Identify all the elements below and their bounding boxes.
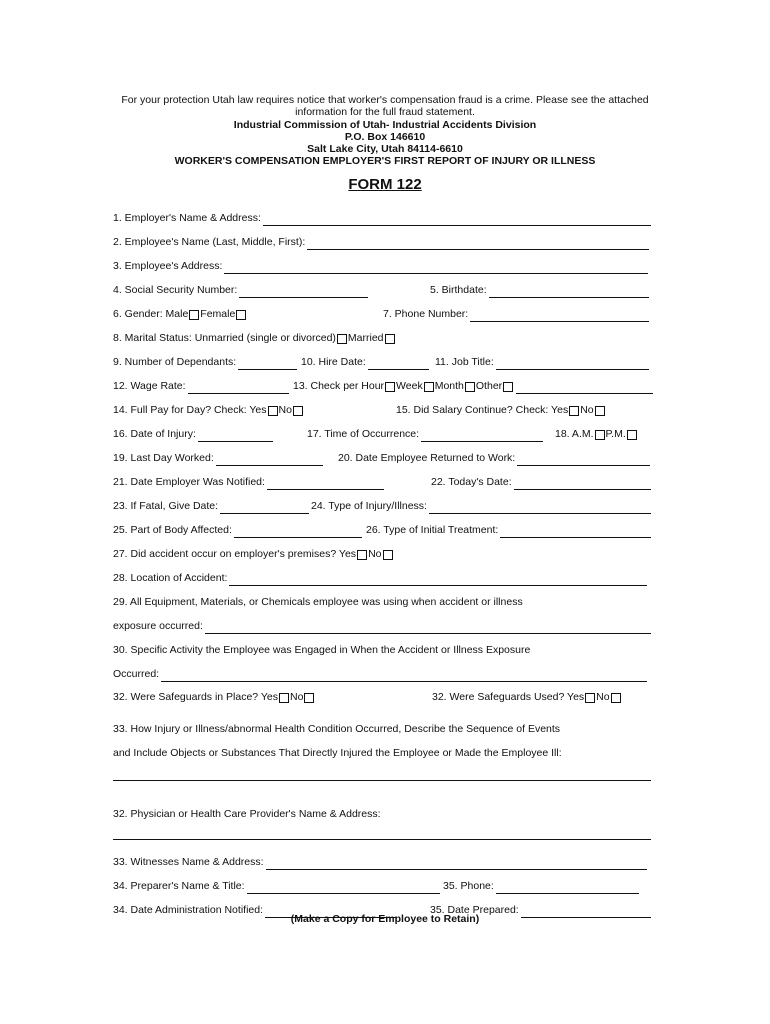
occurrence-time-field[interactable]: [421, 430, 543, 442]
fraud-notice-line2: information for the full fraud statement.: [295, 106, 475, 119]
accident-location-label: 28. Location of Accident:: [113, 572, 228, 584]
safeguards-used-no-label: No: [596, 691, 610, 703]
birthdate-field[interactable]: [489, 286, 649, 298]
unmarried-checkbox[interactable]: [337, 334, 347, 344]
dependants-field[interactable]: [238, 358, 297, 370]
field-row-employee-name: [113, 234, 653, 250]
todays-date-field[interactable]: [514, 478, 651, 490]
safeguards-place-no-label: No: [290, 691, 304, 703]
physician-field[interactable]: [113, 839, 651, 840]
employer-notified-label: 21. Date Employer Was Notified:: [113, 476, 265, 488]
fatal-date-field[interactable]: [220, 502, 309, 514]
marital-status-label: 8. Marital Status: Unmarried (single or divorced): [113, 332, 336, 344]
gender-female-checkbox[interactable]: [236, 310, 246, 320]
fraud-notice-line1: For your protection Utah law requires notice that worker's compensation fraud is a crime. Please see the attached: [121, 94, 649, 106]
activity-label: 30. Specific Activity the Employee was Engaged in When the Accident or Illness Exposure: [113, 644, 531, 656]
wage-rate-field[interactable]: [188, 382, 289, 394]
gender-male-checkbox[interactable]: [189, 310, 199, 320]
gender-label: 6. Gender: Male: [113, 308, 189, 320]
returned-to-work-field[interactable]: [517, 454, 650, 466]
how-occurred-label: 33. How Injury or Illness/abnormal Health Condition Occurred, Describe the Sequence of Events: [113, 723, 561, 735]
month-label: Month: [434, 380, 464, 392]
last-day-worked-label: 19. Last Day Worked:: [113, 452, 214, 464]
equipment-label: 29. All Equipment, Materials, or Chemicals employee was using when accident or illness: [113, 596, 523, 608]
city-address: Salt Lake City, Utah 84114-6610: [307, 143, 463, 156]
body-part-field[interactable]: [234, 526, 362, 538]
premises-no-label: No: [368, 548, 382, 560]
birthdate-label: 5. Birthdate:: [430, 284, 487, 296]
activity-occurred-label: Occurred:: [113, 668, 160, 680]
date-prepared-label: 35. Date Prepared:: [430, 904, 519, 916]
objects-substances-label: and Include Objects or Substances That Directly Injured the Employee or Made the Employee Ill:: [113, 747, 562, 759]
field-row-last-day-returned: [113, 450, 653, 466]
full-pay-label: 14. Full Pay for Day? Check: Yes: [113, 404, 267, 416]
field-row-how-occurred-2: [113, 745, 653, 761]
employer-name-label: 1. Employer's Name & Address:: [113, 212, 261, 224]
activity-field[interactable]: [161, 670, 647, 682]
po-box: P.O. Box 146610: [344, 130, 426, 143]
other-checkbox[interactable]: [503, 382, 513, 392]
other-wage-field[interactable]: [516, 382, 653, 394]
week-label: Week: [396, 380, 423, 392]
safeguards-place-yes-checkbox[interactable]: [279, 693, 289, 703]
injury-type-field[interactable]: [429, 502, 651, 514]
injury-date-field[interactable]: [198, 430, 273, 442]
how-occurred-field[interactable]: [113, 780, 651, 781]
safeguards-used-no-checkbox[interactable]: [611, 693, 621, 703]
full-pay-no-checkbox[interactable]: [293, 406, 303, 416]
copy-notice: (Make a Copy for Employee to Retain): [290, 913, 480, 925]
equipment-field[interactable]: [205, 622, 651, 634]
ssn-label: 4. Social Security Number:: [113, 284, 238, 296]
preparer-field[interactable]: [247, 882, 440, 894]
job-title-field[interactable]: [496, 358, 649, 370]
field-row-witnesses: [113, 854, 653, 870]
organization-name: Industrial Commission of Utah- Industrial Accidents Division: [233, 118, 537, 131]
salary-continue-no-checkbox[interactable]: [595, 406, 605, 416]
salary-continue-yes-checkbox[interactable]: [569, 406, 579, 416]
hire-date-field[interactable]: [368, 358, 429, 370]
field-row-how-occurred-1: [113, 721, 653, 737]
field-row-gender-phone: [113, 306, 653, 322]
last-day-worked-field[interactable]: [216, 454, 323, 466]
accident-location-field[interactable]: [229, 574, 647, 586]
field-row-preparer: [113, 878, 653, 894]
per-hour-checkbox[interactable]: [385, 382, 395, 392]
phone-label: 7. Phone Number:: [383, 308, 469, 320]
preparer-phone-label: 35. Phone:: [443, 880, 494, 892]
field-row-injury-time: [113, 426, 653, 442]
married-label: Married: [347, 332, 384, 344]
full-pay-no-label: No: [278, 404, 292, 416]
field-row-ssn-birthdate: [113, 282, 653, 298]
gender-female-label: Female: [200, 308, 236, 320]
employee-name-label: 2. Employee's Name (Last, Middle, First):: [113, 236, 306, 248]
field-row-physician: [113, 806, 653, 822]
am-checkbox[interactable]: [595, 430, 605, 440]
initial-treatment-field[interactable]: [500, 526, 651, 538]
employee-address-field[interactable]: [224, 262, 648, 274]
injury-type-label: 24. Type of Injury/Illness:: [311, 500, 427, 512]
phone-field[interactable]: [470, 310, 649, 322]
ssn-field[interactable]: [239, 286, 368, 298]
returned-to-work-label: 20. Date Employee Returned to Work:: [338, 452, 516, 464]
form-title: FORM 122: [348, 176, 422, 193]
field-row-equipment-2: [113, 618, 653, 634]
premises-label: 27. Did accident occur on employer's premises? Yes: [113, 548, 357, 560]
injury-date-label: 16. Date of Injury:: [113, 428, 196, 440]
todays-date-label: 22. Today's Date:: [431, 476, 512, 488]
employer-notified-field[interactable]: [267, 478, 384, 490]
employer-name-field[interactable]: [263, 214, 651, 226]
body-part-label: 25. Part of Body Affected:: [113, 524, 232, 536]
field-row-safeguards: [113, 689, 653, 705]
hire-date-label: 10. Hire Date:: [301, 356, 366, 368]
field-row-marital-status: [113, 330, 653, 346]
occurrence-time-label: 17. Time of Occurrence:: [307, 428, 420, 440]
preparer-phone-field[interactable]: [496, 882, 639, 894]
admin-notified-label: 34. Date Administration Notified:: [113, 904, 263, 916]
field-row-employer: [113, 210, 653, 226]
field-row-equipment-1: [113, 594, 653, 610]
field-row-dependants-hire-job: [113, 354, 653, 370]
field-row-wage: [113, 378, 653, 394]
field-row-activity-2: [113, 666, 653, 682]
salary-continue-no-label: No: [580, 404, 594, 416]
job-title-label: 11. Job Title:: [435, 356, 494, 368]
field-row-body-treatment: [113, 522, 653, 538]
per-week-checkbox[interactable]: [424, 382, 434, 392]
safeguards-place-label: 32. Were Safeguards in Place? Yes: [113, 691, 279, 703]
field-row-premises: [113, 546, 653, 562]
witnesses-field[interactable]: [266, 858, 647, 870]
physician-label: 32. Physician or Health Care Provider's Name & Address:: [113, 808, 381, 820]
report-title: WORKER'S COMPENSATION EMPLOYER'S FIRST REPORT OF INJURY OR ILLNESS: [174, 155, 596, 168]
full-pay-yes-checkbox[interactable]: [268, 406, 278, 416]
other-label: Other: [475, 380, 503, 392]
field-row-full-pay-salary: [113, 402, 653, 418]
employee-address-label: 3. Employee's Address:: [113, 260, 223, 272]
premises-yes-checkbox[interactable]: [357, 550, 367, 560]
pm-checkbox[interactable]: [627, 430, 637, 440]
safeguards-used-label: 32. Were Safeguards Used? Yes: [432, 691, 585, 703]
field-row-notified-today: [113, 474, 653, 490]
am-label: 18. A.M.: [555, 428, 594, 440]
field-row-location: [113, 570, 653, 586]
married-checkbox[interactable]: [385, 334, 395, 344]
safeguards-place-no-checkbox[interactable]: [304, 693, 314, 703]
per-month-checkbox[interactable]: [465, 382, 475, 392]
preparer-label: 34. Preparer's Name & Title:: [113, 880, 245, 892]
form-header: [110, 94, 660, 168]
dependants-label: 9. Number of Dependants:: [113, 356, 237, 368]
field-row-activity-1: [113, 642, 653, 658]
safeguards-used-yes-checkbox[interactable]: [585, 693, 595, 703]
initial-treatment-label: 26. Type of Initial Treatment:: [366, 524, 499, 536]
wage-rate-label: 12. Wage Rate:: [113, 380, 186, 392]
premises-no-checkbox[interactable]: [383, 550, 393, 560]
employee-name-field[interactable]: [307, 238, 649, 250]
exposure-occurred-label: exposure occurred:: [113, 620, 203, 632]
check-per-hour-label: 13. Check per Hour: [293, 380, 385, 392]
field-row-fatal-injury-type: [113, 498, 653, 514]
witnesses-label: 33. Witnesses Name & Address:: [113, 856, 264, 868]
salary-continue-label: 15. Did Salary Continue? Check: Yes: [396, 404, 569, 416]
fatal-date-label: 23. If Fatal, Give Date:: [113, 500, 219, 512]
pm-label: P.M.: [605, 428, 626, 440]
field-row-employee-address: [113, 258, 653, 274]
